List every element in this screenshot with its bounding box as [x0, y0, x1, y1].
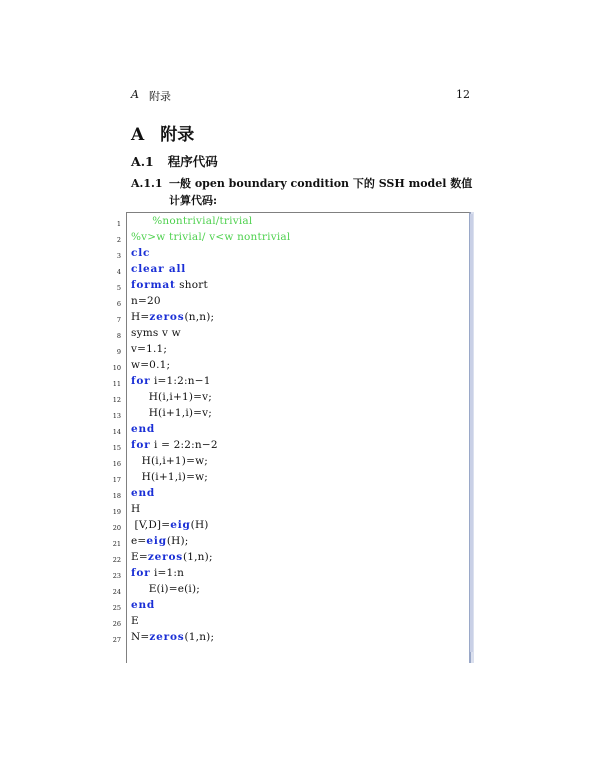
- code-text: [131, 311, 214, 323]
- code-keyword: zeros: [149, 311, 185, 323]
- appendix-heading-title: 附录: [160, 125, 195, 145]
- line-number: 10: [112, 364, 121, 372]
- line-number: 14: [112, 428, 121, 436]
- section-heading: [131, 152, 218, 170]
- line-number: 21: [112, 540, 121, 548]
- code-text: [131, 535, 189, 547]
- code-text: [131, 503, 140, 515]
- code-token: H(i,i+1)=v;: [131, 391, 213, 403]
- code-token: E: [131, 615, 139, 627]
- appendix-heading: [131, 120, 194, 145]
- line-number: 15: [112, 444, 121, 452]
- code-line: [0, 215, 600, 231]
- code-line: [0, 535, 600, 551]
- line-number: 16: [112, 460, 121, 468]
- code-text: [131, 215, 252, 227]
- code-keyword: for: [131, 567, 151, 579]
- code-keyword: eig: [146, 535, 167, 547]
- line-number: 8: [116, 332, 121, 340]
- code-line: [0, 615, 600, 631]
- code-line: [0, 327, 600, 343]
- code-line: [0, 519, 600, 535]
- code-keyword: clc: [131, 247, 151, 259]
- code-token: w=0.1;: [131, 359, 171, 371]
- line-number: 24: [112, 588, 121, 596]
- code-text: [131, 455, 208, 467]
- code-keyword: zeros: [147, 551, 183, 563]
- line-number: 1: [116, 220, 121, 228]
- code-comment: %v>w trivial/ v<w nontrivial: [131, 231, 291, 243]
- code-token: (H): [190, 519, 209, 531]
- code-token: (1,n);: [184, 631, 215, 643]
- code-text: [131, 231, 290, 243]
- code-line: [0, 631, 600, 647]
- line-number: 4: [116, 268, 121, 276]
- code-keyword: clear all: [131, 263, 187, 275]
- code-line: [0, 279, 600, 295]
- code-line: [0, 359, 600, 375]
- code-token: H(i,i+1)=w;: [131, 455, 209, 467]
- line-number: 11: [112, 380, 121, 388]
- code-token: syms v w: [131, 327, 181, 339]
- line-number: 12: [112, 396, 121, 404]
- code-keyword: eig: [170, 519, 191, 531]
- code-line: [0, 423, 600, 439]
- code-keyword: end: [131, 487, 156, 499]
- code-text: [131, 551, 213, 563]
- code-line: [0, 471, 600, 487]
- code-text: [131, 391, 212, 403]
- line-number: 19: [112, 508, 121, 516]
- code-token: [V,D]=: [131, 519, 171, 531]
- code-line: [0, 487, 600, 503]
- code-token: N=: [131, 631, 150, 643]
- code-token: H: [131, 503, 141, 515]
- code-text: [131, 295, 161, 307]
- running-header: [131, 88, 470, 104]
- code-line: [0, 455, 600, 471]
- code-line: [0, 263, 600, 279]
- line-number: 20: [112, 524, 121, 532]
- code-keyword: for: [131, 439, 151, 451]
- code-token: n=20: [131, 295, 161, 307]
- code-line: [0, 375, 600, 391]
- code-text: [131, 615, 139, 627]
- line-number: 3: [116, 252, 121, 260]
- header-section-title: 附录: [149, 90, 171, 103]
- code-token: (H);: [166, 535, 189, 547]
- subsection-heading: [131, 175, 476, 209]
- code-token: (1,n);: [182, 551, 213, 563]
- code-text: [131, 343, 167, 355]
- code-line: [0, 311, 600, 327]
- header-section-letter: A: [131, 88, 139, 101]
- code-token: short: [175, 279, 208, 291]
- code-text: [131, 423, 155, 435]
- line-number: 13: [112, 412, 121, 420]
- code-text: [131, 263, 186, 275]
- code-token: v=1.1;: [131, 343, 168, 355]
- code-text: [131, 407, 212, 419]
- code-line: [0, 295, 600, 311]
- code-text: [131, 487, 155, 499]
- code-line: [0, 503, 600, 519]
- code-keyword: end: [131, 423, 156, 435]
- code-token: H(i+1,i)=w;: [131, 471, 209, 483]
- code-token: E=: [131, 551, 148, 563]
- code-line: [0, 567, 600, 583]
- appendix-heading-number: A: [131, 125, 145, 145]
- code-token: (n,n);: [184, 311, 215, 323]
- code-keyword: end: [131, 599, 156, 611]
- code-line: [0, 439, 600, 455]
- subsection-heading-title: 一般 open boundary condition 下的 SSH model 数值计算代码:: [169, 177, 473, 207]
- code-line: [0, 343, 600, 359]
- line-number: 25: [112, 604, 121, 612]
- line-number: 17: [112, 476, 121, 484]
- line-number: 18: [112, 492, 121, 500]
- code-comment: %nontrivial/trivial: [131, 215, 253, 227]
- code-text: [131, 375, 211, 387]
- code-text: [131, 439, 218, 451]
- code-text: [131, 327, 181, 339]
- code-line: [0, 599, 600, 615]
- line-number: 27: [112, 636, 121, 644]
- code-text: [131, 599, 155, 611]
- subsection-heading-number: A.1.1: [131, 177, 163, 190]
- line-number: 2: [116, 236, 121, 244]
- line-number: 26: [112, 620, 121, 628]
- code-text: [131, 567, 184, 579]
- code-token: H(i+1,i)=v;: [131, 407, 213, 419]
- section-heading-number: A.1: [131, 154, 154, 169]
- code-token: i=1:n: [150, 567, 185, 579]
- line-number: 7: [116, 316, 121, 324]
- page-number: 12: [456, 88, 470, 101]
- code-text: [131, 519, 209, 531]
- code-line: [0, 391, 600, 407]
- code-keyword: for: [131, 375, 151, 387]
- line-number: 9: [116, 348, 121, 356]
- code-text: [131, 279, 208, 291]
- code-keyword: zeros: [149, 631, 185, 643]
- section-heading-title: 程序代码: [167, 154, 218, 169]
- code-token: H=: [131, 311, 150, 323]
- code-token: E(i)=e(i);: [131, 583, 201, 595]
- line-number: 22: [112, 556, 121, 564]
- code-line: [0, 551, 600, 567]
- code-token: e=: [131, 535, 147, 547]
- code-text: [131, 631, 214, 643]
- code-line: [0, 407, 600, 423]
- line-number: 6: [116, 300, 121, 308]
- code-line: [0, 231, 600, 247]
- code-line: [0, 583, 600, 599]
- code-token: i = 2:2:n−2: [150, 439, 218, 451]
- code-token: i=1:2:n−1: [150, 375, 211, 387]
- code-text: [131, 471, 208, 483]
- code-text: [131, 583, 200, 595]
- code-keyword: format: [131, 279, 176, 291]
- code-text: [131, 359, 170, 371]
- line-number: 23: [112, 572, 121, 580]
- line-number: 5: [116, 284, 121, 292]
- code-text: [131, 247, 150, 259]
- code-line: [0, 247, 600, 263]
